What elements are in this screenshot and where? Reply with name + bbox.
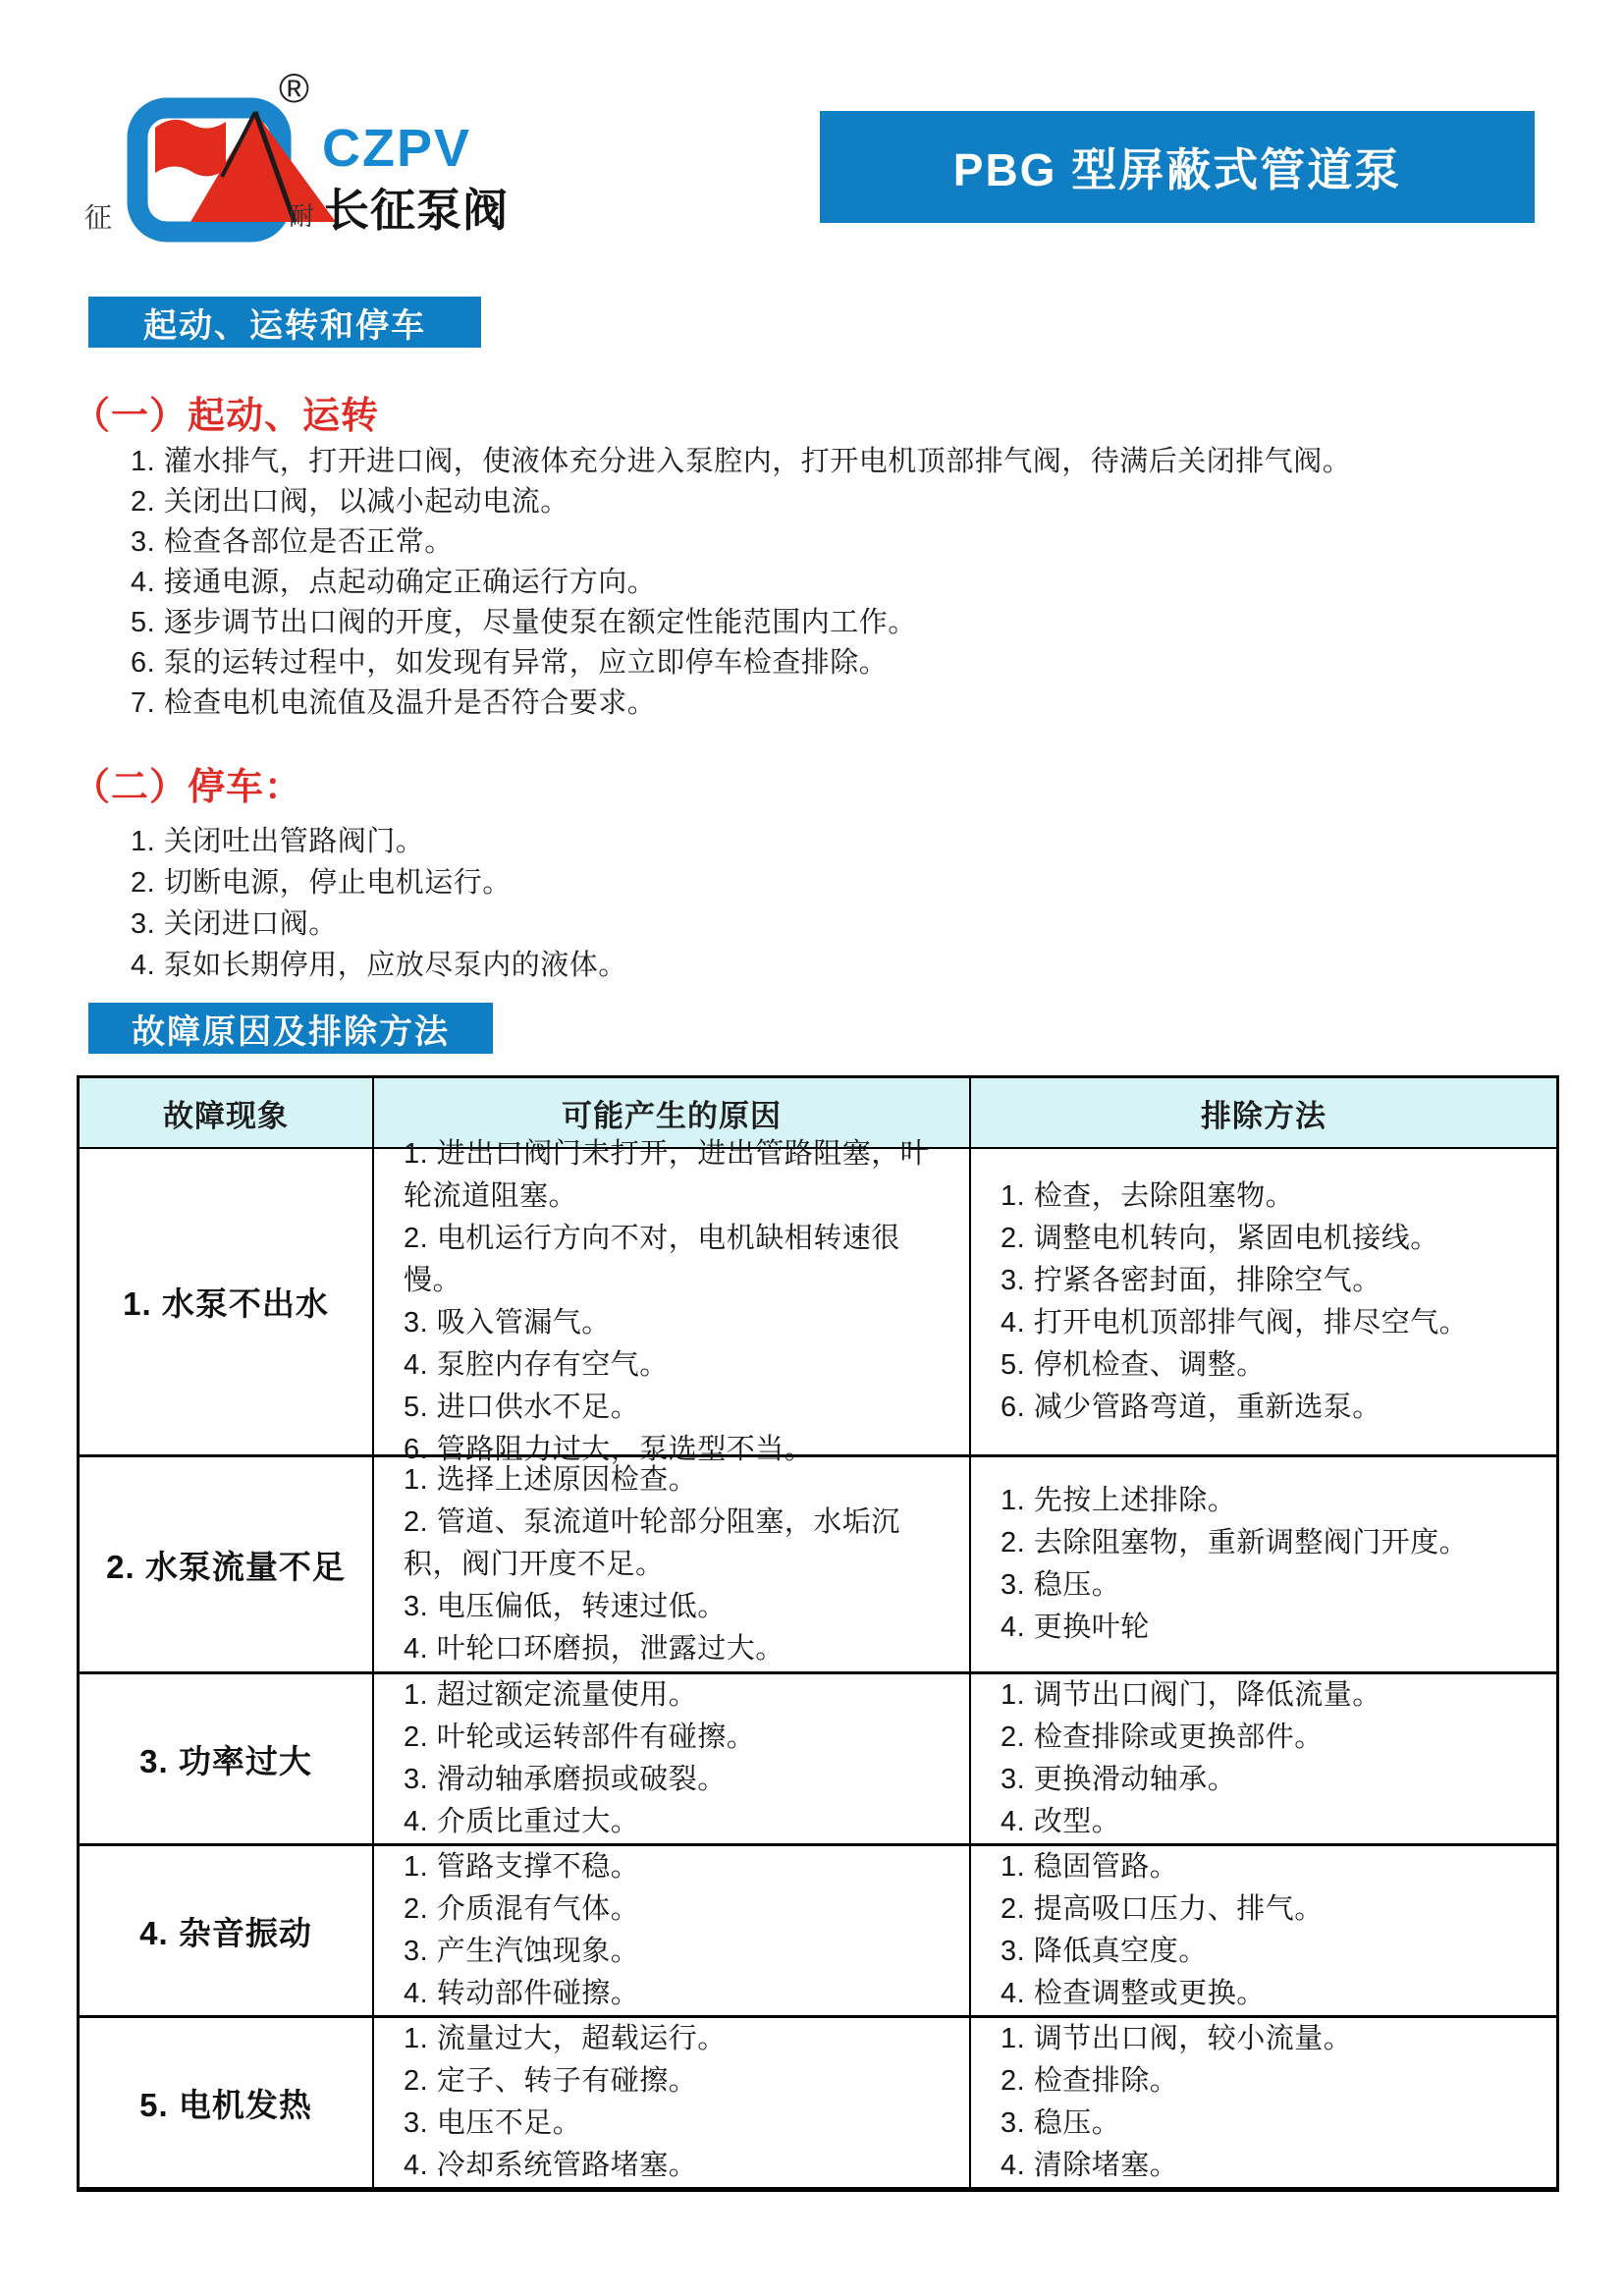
remedy-item: 3. 降低真空度。	[1001, 1936, 1208, 1967]
cell-causes	[374, 1457, 971, 1671]
remedy-item: 1. 调节出口阀，较小流量。	[1001, 2023, 1353, 2054]
remedy-item: 4. 清除堵塞。	[1001, 2150, 1179, 2181]
cell-causes	[374, 1846, 971, 2015]
cause-item: 1. 进出口阀门未打开，进出管路阻塞，叶轮流道阻塞。	[404, 1137, 930, 1212]
page-title: PBG 型屏蔽式管道泵	[820, 111, 1535, 223]
cause-item: 4. 转动部件碰擦。	[404, 1978, 640, 2009]
list-item: 3. 检查各部位是否正常。	[131, 526, 454, 558]
cell-causes	[374, 2018, 971, 2187]
section-header-operation: 起动、运转和停车	[88, 297, 481, 348]
table-header-cell: 可能产生的原因	[374, 1078, 971, 1147]
remedy-item: 3. 更换滑动轴承。	[1001, 1764, 1237, 1795]
company-logo-icon	[116, 96, 352, 244]
cell-remedies	[971, 1846, 1556, 2015]
list-item: 7. 检查电机电流值及温升是否符合要求。	[131, 687, 657, 719]
cause-item: 3. 电压偏低，转速过低。	[404, 1590, 727, 1622]
stop-list	[131, 821, 627, 986]
remedy-item: 3. 稳压。	[1001, 1569, 1121, 1601]
remedy-item: 3. 拧紧各密封面，排除空气。	[1001, 1264, 1381, 1296]
cause-item: 2. 叶轮或运转部件有碰擦。	[404, 1722, 756, 1753]
cause-item: 3. 滑动轴承磨损或破裂。	[404, 1764, 727, 1795]
remedy-item: 1. 先按上述排除。	[1001, 1485, 1237, 1516]
cell-remedies	[971, 2018, 1556, 2187]
list-item: 2. 关闭出口阀，以减小起动电流。	[131, 486, 569, 518]
logo-side-char-right: 耐	[289, 201, 315, 231]
cause-item: 4. 冷却系统管路堵塞。	[404, 2150, 698, 2181]
cause-item: 2. 介质混有气体。	[404, 1893, 640, 1925]
cell-remedies	[971, 1149, 1556, 1454]
remedy-item: 2. 调整电机转向，紧固电机接线。	[1001, 1222, 1439, 1254]
table-header-cell: 排除方法	[1201, 1098, 1326, 1133]
logo-side-char-left: 征	[84, 202, 113, 233]
remedy-item: 2. 检查排除或更换部件。	[1001, 1722, 1324, 1753]
remedy-item: 6. 减少管路弯道，重新选泵。	[1001, 1391, 1381, 1423]
cell-phenomenon: 2. 水泵流量不足	[80, 1457, 374, 1671]
troubleshooting-table	[77, 1075, 1559, 2192]
remedy-item: 2. 提高吸口压力、排气。	[1001, 1893, 1324, 1925]
subsection-heading-stop: （二）停车：	[73, 767, 303, 808]
list-item: 5. 逐步调节出口阀的开度，尽量使泵在额定性能范围内工作。	[131, 607, 917, 638]
cause-item: 3. 吸入管漏气。	[404, 1306, 611, 1339]
brand-acronym: CZPV	[322, 119, 472, 178]
red-flag-icon	[155, 120, 226, 177]
cause-item: 2. 定子、转子有碰擦。	[404, 2065, 698, 2097]
list-item: 4. 接通电源，点起动确定正确运行方向。	[131, 567, 657, 598]
list-item: 4. 泵如长期停用，应放尽泵内的液体。	[131, 950, 627, 981]
cell-phenomenon: 1. 水泵不出水	[80, 1149, 374, 1454]
remedy-item: 2. 去除阻塞物，重新调整阀门开度。	[1001, 1527, 1469, 1558]
list-item: 3. 关闭进口阀。	[131, 908, 338, 940]
cell-causes	[374, 1674, 971, 1843]
registered-trademark-symbol: ®	[279, 65, 309, 111]
remedy-item: 1. 检查，去除阻塞物。	[1001, 1179, 1295, 1212]
table-row	[80, 1843, 1556, 2015]
cause-item: 4. 泵腔内存有空气。	[404, 1348, 669, 1381]
cause-item: 1. 超过额定流量使用。	[404, 1679, 698, 1711]
cell-remedies	[971, 1674, 1556, 1843]
section-header-troubleshooting: 故障原因及排除方法	[88, 1003, 493, 1054]
cell-causes	[374, 1137, 971, 1465]
cause-item: 2. 管道、泵流道叶轮部分阻塞，水垢沉积，阀门开度不足。	[404, 1505, 900, 1580]
brand-name: 长征泵阀	[324, 185, 509, 236]
cause-item: 1. 管路支撑不稳。	[404, 1851, 640, 1883]
remedy-item: 4. 更换叶轮	[1001, 1612, 1150, 1643]
remedy-item: 5. 停机检查、调整。	[1001, 1348, 1266, 1381]
start-run-list	[131, 442, 1351, 724]
cause-item: 3. 产生汽蚀现象。	[404, 1936, 640, 1967]
remedy-item: 4. 改型。	[1001, 1806, 1121, 1837]
list-item: 6. 泵的运转过程中，如发现有异常，应立即停车检查排除。	[131, 647, 889, 679]
remedy-item: 2. 检查排除。	[1001, 2065, 1179, 2097]
table-row	[80, 1137, 1556, 1465]
remedy-item: 4. 打开电机顶部排气阀，排尽空气。	[1001, 1306, 1469, 1339]
cell-remedies	[971, 1457, 1556, 1671]
remedy-item: 1. 调节出口阀门，降低流量。	[1001, 1679, 1381, 1711]
cause-item: 4. 介质比重过大。	[404, 1806, 640, 1837]
table-row	[80, 1454, 1556, 1671]
cause-item: 6. 管路阻力过大，泵选型不当。	[404, 1433, 814, 1465]
cause-item: 3. 电压不足。	[404, 2107, 582, 2139]
cause-item: 1. 选择上述原因检查。	[404, 1463, 698, 1496]
table-row	[80, 1671, 1556, 1843]
table-header-cell: 故障现象	[80, 1078, 374, 1147]
remedy-item: 3. 稳压。	[1001, 2107, 1121, 2139]
list-item: 1. 灌水排气，打开进口阀，使液体充分进入泵腔内，打开电机顶部排气阀，待满后关闭排气阀。	[131, 446, 1352, 477]
cell-phenomenon: 4. 杂音振动	[80, 1846, 374, 2015]
remedy-item: 4. 检查调整或更换。	[1001, 1978, 1266, 2009]
cause-item: 5. 进口供水不足。	[404, 1391, 640, 1423]
cause-item: 1. 流量过大，超载运行。	[404, 2023, 727, 2054]
list-item: 2. 切断电源，停止电机运行。	[131, 867, 512, 899]
cell-phenomenon: 5. 电机发热	[80, 2018, 374, 2187]
table-row	[80, 2015, 1556, 2187]
list-item: 1. 关闭吐出管路阀门。	[131, 826, 425, 857]
cause-item: 4. 叶轮口环磨损，泄露过大。	[404, 1632, 785, 1665]
subsection-heading-start-run: （一）起动、运转	[73, 396, 380, 437]
cause-item: 2. 电机运行方向不对，电机缺相转速很慢。	[404, 1222, 900, 1296]
cell-phenomenon: 3. 功率过大	[80, 1674, 374, 1843]
remedy-item: 1. 稳固管路。	[1001, 1851, 1179, 1883]
